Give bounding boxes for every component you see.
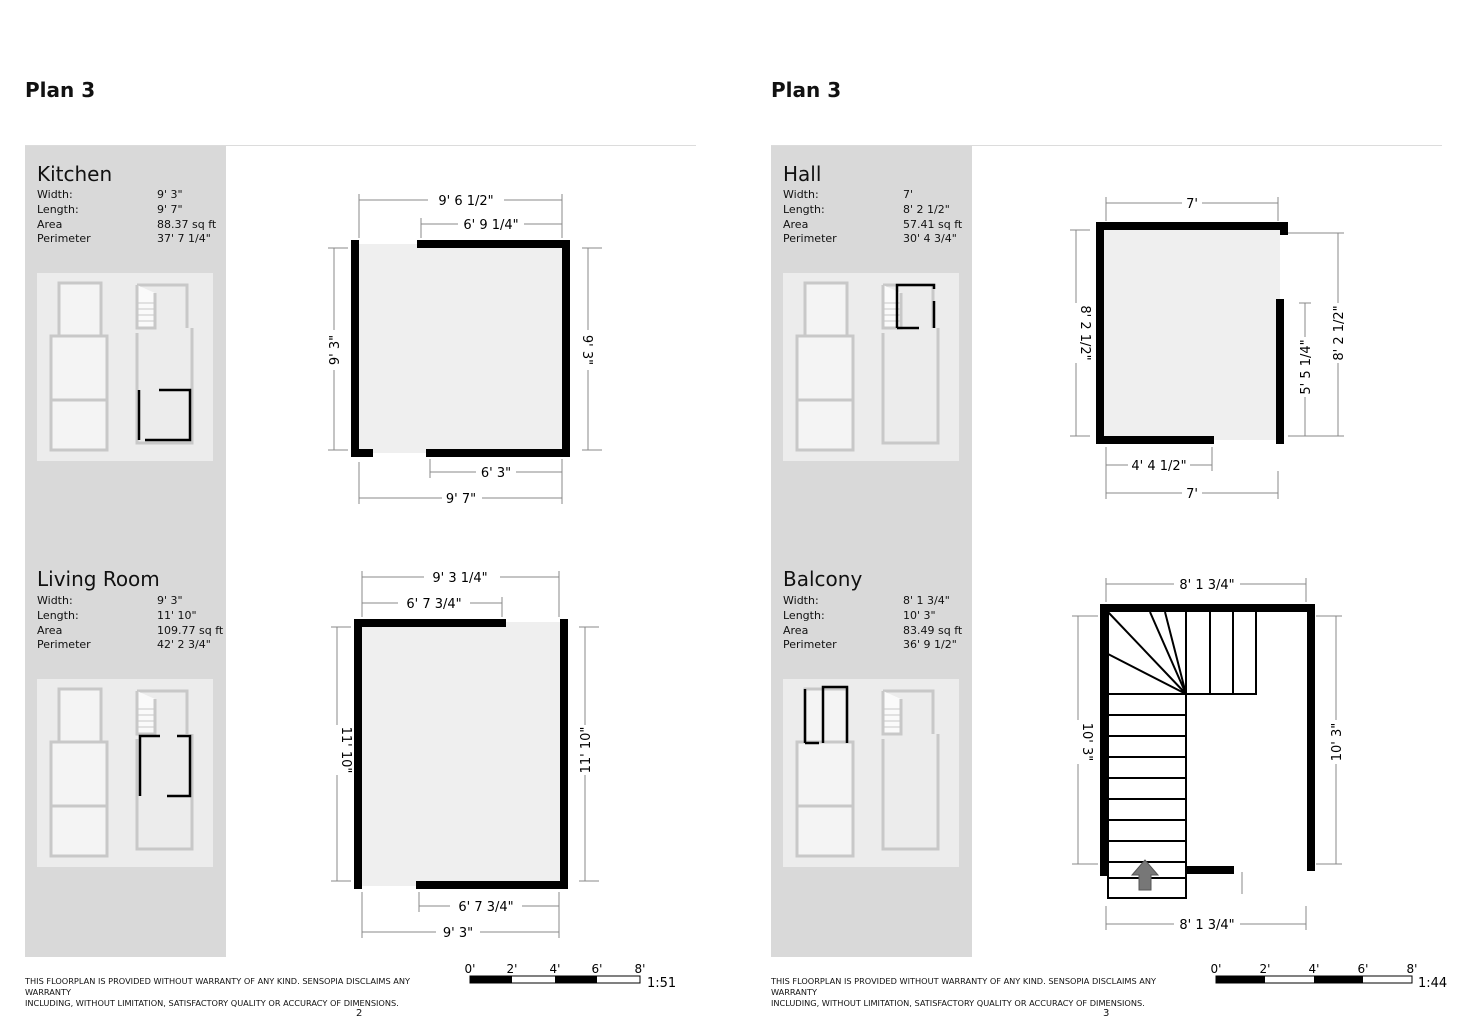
page-left	[0, 0, 734, 1030]
disclaimer-line: THIS FLOORPLAN IS PROVIDED WITHOUT WARRANTY OF ANY KIND. SENSOPIA DISCLAIMS ANY WARRANTY	[25, 976, 411, 997]
stat-value-perimeter: 37' 7 1/4"	[157, 232, 211, 246]
stat-label-perimeter: Perimeter	[783, 232, 837, 246]
floor-thumbnail-living-room	[37, 679, 213, 867]
dim-bottom-outer: 7'	[1186, 487, 1198, 502]
disclaimer-line: THIS FLOORPLAN IS PROVIDED WITHOUT WARRANTY OF ANY KIND. SENSOPIA DISCLAIMS ANY WARRANTY	[771, 976, 1157, 997]
dim-top: 8' 1 3/4"	[1179, 578, 1235, 593]
stat-value-length: 11' 10"	[157, 608, 197, 622]
stat-label-width: Width:	[37, 594, 73, 607]
stat-value-width: 9' 3"	[157, 188, 183, 201]
stat-value-length: 8' 2 1/2"	[903, 202, 950, 216]
stat-value-perimeter: 30' 4 3/4"	[903, 232, 957, 246]
dim-right-outer: 8' 2 1/2"	[1332, 305, 1347, 361]
scale-tick-label: 0'	[1210, 962, 1222, 976]
floor-thumbnail-balcony	[783, 679, 959, 867]
scale-ratio: 1:51	[647, 976, 677, 991]
stat-label-width: Width:	[783, 188, 819, 201]
stat-label-length: Length:	[783, 202, 825, 216]
scale-bar	[460, 960, 690, 998]
scale-tick-label: 2'	[506, 962, 518, 976]
page-right	[734, 0, 1469, 1030]
stat-value-area: 57.41 sq ft	[903, 217, 963, 231]
scale-tick-label: 6'	[1357, 962, 1369, 976]
dim-bottom-outer: 9' 7"	[445, 492, 477, 507]
stat-value-width: 7'	[903, 188, 914, 201]
stat-value-area: 83.49 sq ft	[903, 623, 963, 637]
room-name-living-room: Living Room	[37, 567, 160, 591]
dim-top-inner: 6' 9 1/4"	[463, 218, 519, 233]
stat-label-width: Width:	[37, 188, 73, 201]
room-stats-balcony	[783, 594, 968, 653]
page-title: Plan 3	[771, 78, 842, 102]
dim-bottom-inner: 4' 4 1/2"	[1131, 459, 1187, 474]
dim-right: 9' 3"	[579, 334, 594, 366]
stat-label-perimeter: Perimeter	[783, 638, 837, 652]
room-name-kitchen: Kitchen	[37, 162, 113, 186]
stat-value-width: 8' 1 3/4"	[903, 594, 950, 607]
dim-top-outer: 9' 6 1/2"	[438, 194, 494, 209]
stat-label-area: Area	[783, 217, 809, 231]
floorplan-living-room	[320, 565, 620, 945]
floorplan-hall	[1060, 185, 1360, 515]
stat-label-length: Length:	[37, 202, 79, 216]
room-stats-living-room	[37, 594, 222, 653]
room-area	[358, 622, 565, 886]
stat-value-area: 88.37 sq ft	[157, 217, 217, 231]
page-title: Plan 3	[25, 78, 96, 102]
dim-right-inner: 5' 5 1/4"	[1299, 339, 1314, 395]
dim-bottom-outer: 9' 3"	[442, 926, 474, 941]
floor-thumbnail-hall	[783, 273, 959, 461]
stat-label-length: Length:	[783, 608, 825, 622]
stat-value-width: 9' 3"	[157, 594, 183, 607]
stat-label-area: Area	[37, 217, 63, 231]
dim-top-outer: 9' 3 1/4"	[432, 571, 488, 586]
floorplan-kitchen	[320, 180, 620, 510]
dim-top: 7'	[1186, 197, 1198, 212]
stat-value-length: 10' 3"	[903, 608, 936, 622]
stat-value-perimeter: 42' 2 3/4"	[157, 638, 211, 652]
scale-tick-label: 4'	[549, 962, 561, 976]
scale-tick-label: 8'	[634, 962, 646, 976]
stat-label-width: Width:	[783, 594, 819, 607]
room-name-hall: Hall	[783, 162, 822, 186]
stat-label-area: Area	[37, 623, 63, 637]
disclaimer	[771, 976, 1191, 1009]
stat-label-area: Area	[783, 623, 809, 637]
floor-thumbnail-kitchen	[37, 273, 213, 461]
dim-bottom-inner: 6' 3"	[480, 466, 512, 481]
scale-bar	[1206, 960, 1448, 998]
disclaimer-line: INCLUDING, WITHOUT LIMITATION, SATISFACTORY QUALITY OR ACCURACY OF DIMENSIONS.	[25, 998, 399, 1008]
scale-tick-label: 4'	[1308, 962, 1320, 976]
page-number: 2	[356, 1008, 363, 1019]
dim-top-inner: 6' 7 3/4"	[406, 597, 462, 612]
page-number: 3	[1103, 1008, 1110, 1019]
stat-label-perimeter: Perimeter	[37, 638, 91, 652]
scale-tick-label: 8'	[1406, 962, 1418, 976]
dim-left: 8' 2 1/2"	[1077, 305, 1092, 361]
room-stats-hall	[783, 188, 968, 247]
dim-bottom-inner: 6' 7 3/4"	[458, 900, 514, 915]
room-area	[1100, 226, 1280, 440]
room-name-balcony: Balcony	[783, 567, 863, 591]
scale-tick-label: 2'	[1259, 962, 1271, 976]
room-stats-kitchen	[37, 188, 222, 247]
disclaimer	[25, 976, 445, 1009]
dim-right: 10' 3"	[1330, 722, 1345, 762]
stat-label-length: Length:	[37, 608, 79, 622]
scale-tick-label: 6'	[591, 962, 603, 976]
scale-tick-label: 0'	[464, 962, 476, 976]
scale-ratio: 1:44	[1418, 976, 1448, 991]
floorplan-balcony	[1060, 572, 1360, 942]
dim-left: 9' 3"	[328, 334, 343, 366]
room-area	[355, 244, 568, 453]
stat-value-perimeter: 36' 9 1/2"	[903, 638, 957, 652]
room-area	[1104, 608, 1310, 898]
dim-right: 11' 10"	[579, 726, 594, 774]
dim-bottom: 8' 1 3/4"	[1179, 918, 1235, 933]
stat-value-length: 9' 7"	[157, 202, 183, 216]
stat-value-area: 109.77 sq ft	[157, 623, 224, 637]
dim-left: 10' 3"	[1079, 722, 1094, 762]
disclaimer-line: INCLUDING, WITHOUT LIMITATION, SATISFACTORY QUALITY OR ACCURACY OF DIMENSIONS.	[771, 998, 1145, 1008]
stat-label-perimeter: Perimeter	[37, 232, 91, 246]
dim-left: 11' 10"	[338, 726, 353, 774]
